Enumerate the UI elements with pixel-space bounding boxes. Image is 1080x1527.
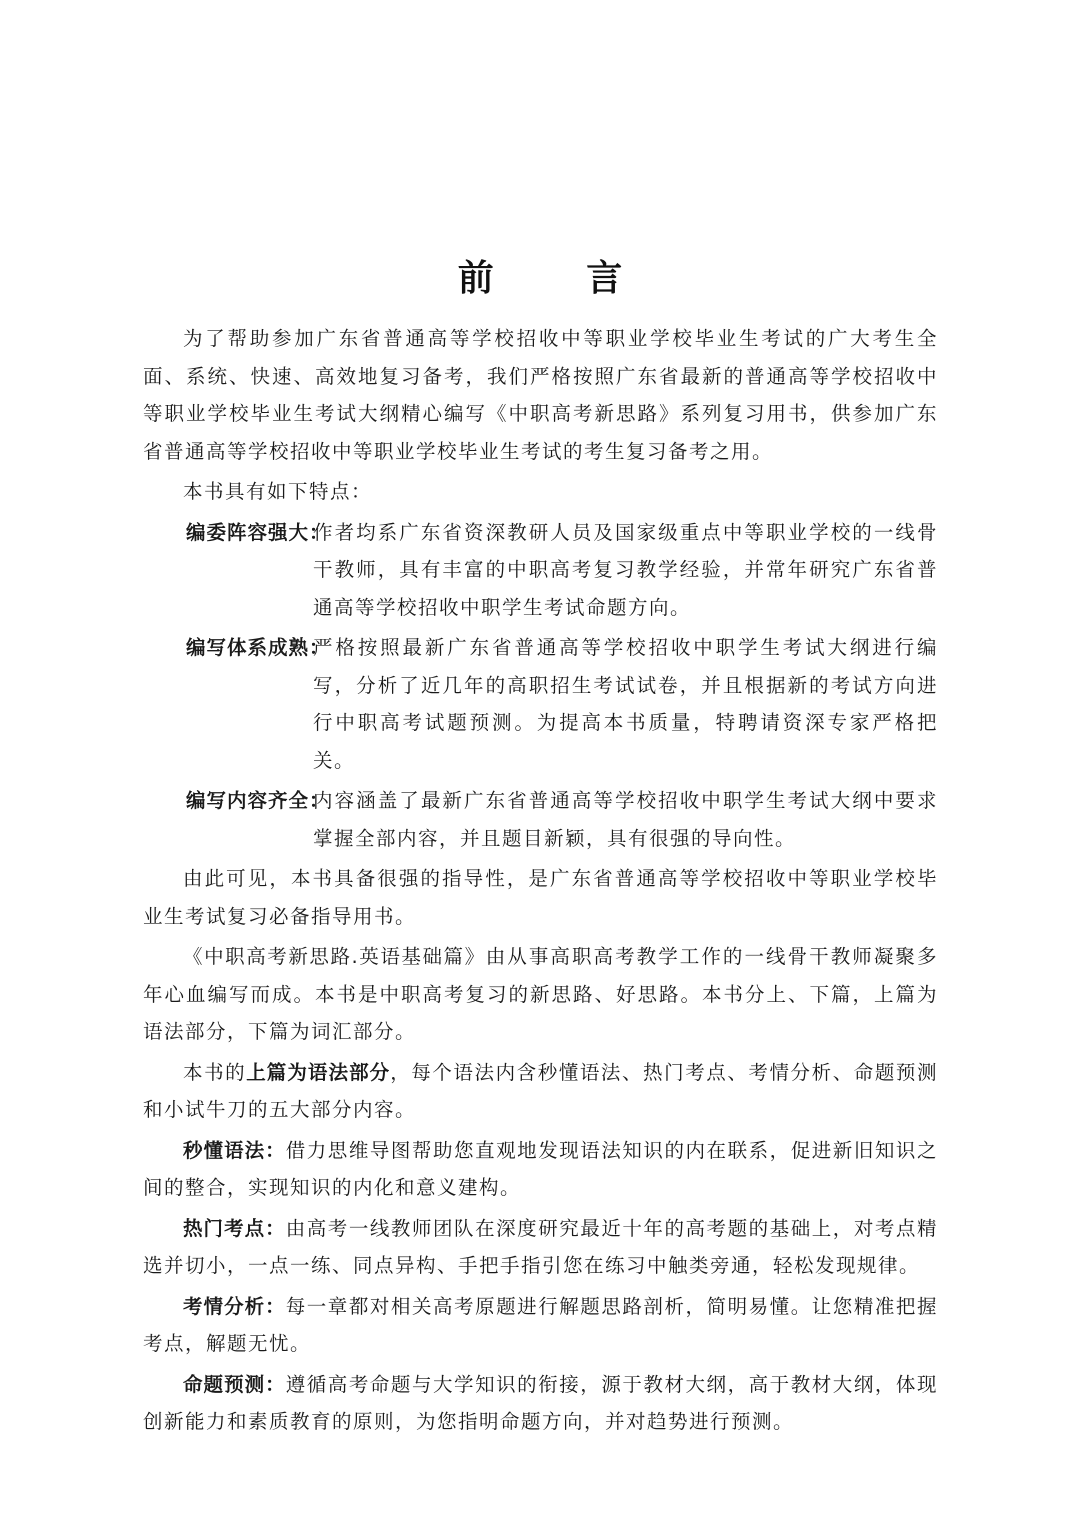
book-description: 由从事高职高考教学工作的一线骨干教师凝聚多年心血编写而成。本书是中职高考复习的新思路、好思路。本书分上、下篇，上篇为语法部分，下篇为词汇部分。 <box>143 945 938 1043</box>
feature-item <box>143 514 938 627</box>
section-label: 秒懂语法： <box>183 1138 286 1162</box>
feature-label: 编写内容齐全： <box>186 789 330 812</box>
section-label: 考情分析： <box>183 1294 286 1318</box>
section-paragraph <box>143 1132 938 1207</box>
feature-text: 严格按照最新广东省普通高等学校招收中职学生考试大纲进行编写，分析了近几年的高职招生考试试卷，并且根据新的考试方向进行中职高考试题预测。为提高本书质量，特聘请资深专家严格把关。 <box>313 636 938 772</box>
grammar-highlight: 上篇为语法部分 <box>246 1060 391 1084</box>
book-title: 《中职高考新思路.英语基础篇》 <box>183 945 486 968</box>
section-text: 由高考一线教师团队在深度研究最近十年的高考题的基础上，对考点精选并切小，一点一练、同点异构、手把手指引您在练习中触类旁通，轻松发现规律。 <box>143 1216 938 1277</box>
features-intro: 本书具有如下特点： <box>183 480 373 503</box>
book-paragraph <box>143 938 938 1051</box>
feature-text: 作者均系广东省资深教研人员及国家级重点中等职业学校的一线骨干教师，具有丰富的中职高考复习教学经验，并常年研究广东省普通高等学校招收中职学生考试命题方向。 <box>313 520 938 619</box>
section-paragraph <box>143 1288 938 1363</box>
section-text: 每一章都对相关高考原题进行解题思路剖析，简明易懂。让您精准把握考点，解题无忧。 <box>143 1294 938 1355</box>
grammar-prefix: 本书的 <box>183 1060 247 1084</box>
feature-item <box>143 629 938 779</box>
section-text: 遵循高考命题与大学知识的衔接，源于教材大纲，高于教材大纲，体现创新能力和素质教育的原则，为您指明命题方向，并对趋势进行预测。 <box>143 1372 938 1433</box>
section-paragraph <box>143 1366 938 1441</box>
conclusion-paragraph: 由此可见，本书具备很强的指导性，是广东省普通高等学校招收中等职业学校毕业生考试复习必备指导用书。 <box>143 867 938 928</box>
feature-text: 内容涵盖了最新广东省普通高等学校招收中职学生考试大纲中要求掌握全部内容，并且题目新颖，具有很强的导向性。 <box>313 789 938 850</box>
feature-label: 编写体系成熟： <box>186 636 330 659</box>
feature-item <box>143 782 938 857</box>
section-label: 热门考点： <box>183 1216 286 1240</box>
section-text: 借力思维导图帮助您直观地发现语法知识的内在联系，促进新旧知识之间的整合，实现知识的内化和意义建构。 <box>143 1138 938 1199</box>
section-label: 命题预测： <box>183 1372 286 1396</box>
grammar-description: ，每个语法内含秒懂语法、热门考点、考情分析、命题预测和小试牛刀的五大部分内容。 <box>143 1060 938 1121</box>
preface-body <box>143 320 938 1441</box>
section-paragraph <box>143 1210 938 1285</box>
page-title: 前 言 <box>457 258 663 299</box>
grammar-paragraph <box>143 1054 938 1129</box>
intro-paragraph: 为了帮助参加广东省普通高等学校招收中等职业学校毕业生考试的广大考生全面、系统、快速、高效地复习备考，我们严格按照广东省最新的普通高等学校招收中等职业学校毕业生考试大纲精心编写《中职高考新思路》系列复习用书，供参加广东省普通高等学校招收中等职业学校毕业生考试的考生复习备考之用。 <box>143 327 938 463</box>
feature-label: 编委阵容强大： <box>186 520 330 544</box>
